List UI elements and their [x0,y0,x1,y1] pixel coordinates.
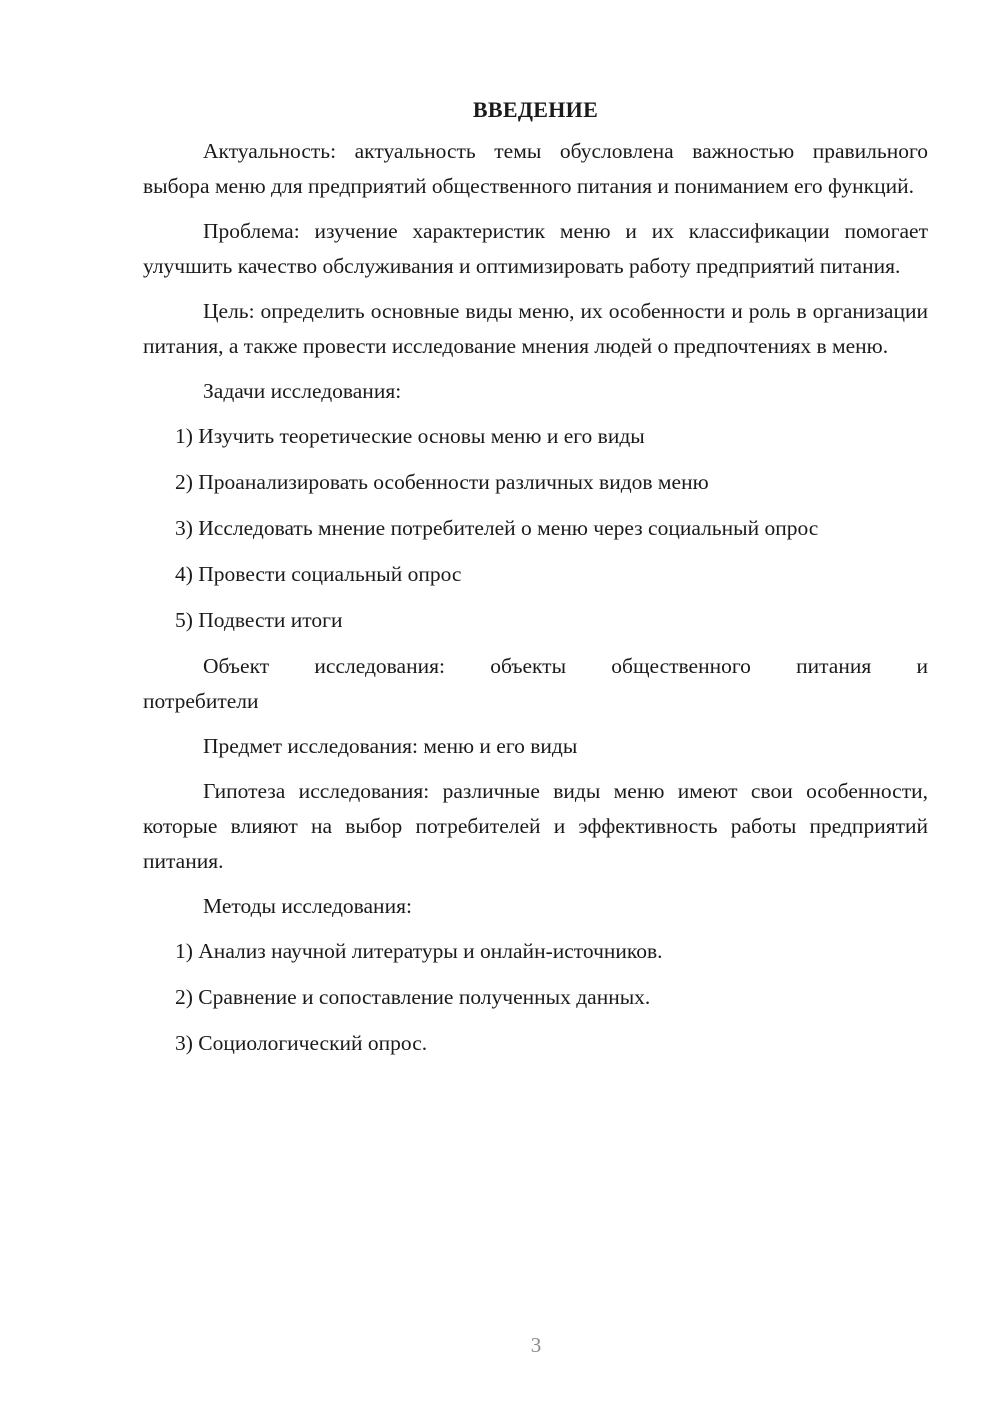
section-title: ВВЕДЕНИЕ [472,97,599,122]
list-item: 2) Проанализировать особенности различных видов меню [175,470,709,494]
page-content [143,92,928,1072]
list-item: 2) Сравнение и сопоставление полученных данных. [175,985,651,1009]
paragraph-goal: Цель: определить основные виды меню, их особенности и роль в организации питания, а также провести исследование мнения людей о предпочтениях в меню. [143,299,928,358]
paragraph-object-line2: потребители [143,689,259,713]
list-item: 3) Социологический опрос. [175,1031,428,1055]
list-item: 4) Провести социальный опрос [175,562,462,586]
list-item: 5) Подвести итоги [175,608,343,632]
paragraph-methods-heading: Методы исследования: [203,894,412,918]
paragraph-tasks-heading: Задачи исследования: [203,379,402,403]
methods-list [143,934,928,1061]
paragraph-problem: Проблема: изучение характеристик меню и их классификации помогает улучшить качество обслуживания и оптимизировать работу предприятий питания. [143,219,928,278]
paragraph-object-line1: Объект исследования: объекты общественного питания и [203,654,928,678]
page-number: 3 [530,1333,542,1357]
list-item: 3) Исследовать мнение потребителей о меню через социальный опрос [175,516,819,540]
paragraph-hypothesis: Гипотеза исследования: различные виды меню имеют свои особенности, которые влияют на выбор потребителей и эффективность работы предприятий питания. [143,779,928,873]
list-item: 1) Анализ научной литературы и онлайн-источников. [175,939,663,963]
paragraph-object [143,649,928,719]
list-item: 1) Изучить теоретические основы меню и его виды [175,424,645,448]
paragraph-subject: Предмет исследования: меню и его виды [203,734,578,758]
tasks-list [143,419,928,638]
paragraph-relevance: Актуальность: актуальность темы обусловлена важностью правильного выбора меню для предприятий общественного питания и пониманием его функций. [143,139,928,198]
